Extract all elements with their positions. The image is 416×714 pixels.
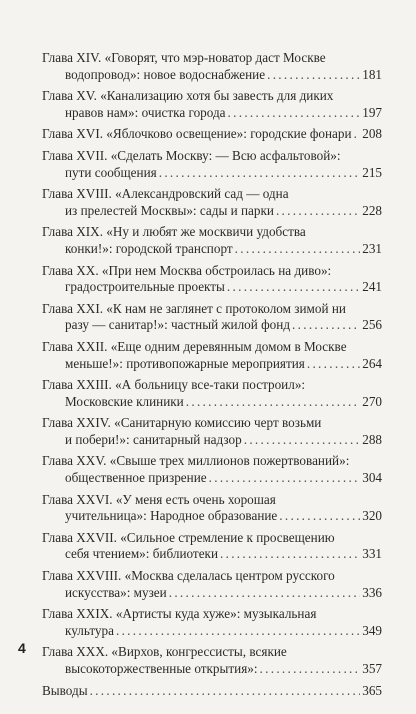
- toc-entry-title-line: Глава XXII. «Еще одним деревянным домом в Москве: [42, 338, 347, 354]
- toc-entry-title-line: Глава XXI. «К нам не заглянет с протоколом зимой ни: [42, 300, 346, 316]
- toc-entry: [42, 606, 382, 639]
- toc-entry-page-number: 304: [362, 470, 382, 486]
- toc-entry-page-number: 288: [362, 431, 382, 447]
- toc-entry: [42, 415, 382, 448]
- toc-entry-page-number: 197: [362, 104, 382, 120]
- toc-entry-text: высокоторжественные открытия»:: [65, 661, 258, 676]
- toc-entry-text: меньше!»: противопожарные мероприятия: [65, 355, 305, 371]
- toc-entry-title-line: Глава XXVI. «У меня есть очень хорошая: [42, 491, 276, 507]
- toc-entry-text: пути сообщения: [65, 164, 157, 180]
- toc-entry-text: и побери!»: санитарный надзор: [65, 431, 242, 447]
- toc-entry-title-line: Глава XVII. «Сделать Москву: — Всю асфальтовой»:: [42, 147, 341, 163]
- toc-entry-title-line: Глава XX. «При нем Москва обстроилась на диво»:: [42, 262, 332, 278]
- toc-entry-page-number: 357: [362, 661, 382, 676]
- toc-entry: [42, 530, 382, 563]
- toc-entry-text: искусства»: музеи: [65, 584, 167, 600]
- toc-entry-last-line: [42, 67, 382, 84]
- dot-leader: [307, 356, 360, 373]
- dot-leader: [267, 67, 360, 84]
- dot-leader: [220, 546, 360, 563]
- toc-entry: [42, 148, 382, 181]
- toc-entry-title-line: Глава XIX. «Ну и любят же москвичи удобства: [42, 224, 306, 240]
- toc-entry-title-line: Глава XIV. «Говорят, что мэр-новатор даст Москве: [42, 50, 326, 65]
- toc-entry-last-line: [42, 356, 382, 373]
- toc-entry: [42, 50, 382, 83]
- toc-entry-last-line: [42, 165, 382, 182]
- toc-entry: [42, 263, 382, 296]
- toc-entry-text: себя чтением»: библиотеки: [65, 546, 219, 562]
- toc-entry-text: Московские клиники: [65, 393, 184, 409]
- toc-entry-last-line: [42, 394, 382, 411]
- dot-leader: [186, 394, 360, 411]
- toc-entry-title-line: Глава XXIV. «Санитарную комиссию черт возьми: [42, 415, 322, 431]
- toc-entry-page-number: 231: [362, 240, 382, 256]
- toc-entry-title-line: Глава XVIII. «Александровский сад — одна: [42, 186, 289, 202]
- toc-entry-title-line: Глава XXIII. «А больницу все-таки построил»:: [42, 377, 306, 393]
- toc-entry-last-line: [42, 585, 382, 602]
- toc-entry-page-number: 208: [362, 126, 382, 142]
- dot-leader: [235, 241, 361, 258]
- toc-entry-page-number: 215: [362, 164, 382, 180]
- toc-entry-last-line: [42, 279, 382, 296]
- toc-entry-text: Глава XVI. «Яблочково освещение»: городские фонари: [42, 126, 352, 142]
- toc-entry-last-line: [42, 508, 382, 525]
- toc-entry: [42, 453, 382, 486]
- toc-entry-last-line: [42, 203, 382, 220]
- toc-entry-last-line: [42, 317, 382, 334]
- toc-entry-text: из прелестей Москвы»: сады и парки: [65, 202, 274, 218]
- toc-entry-page-number: 228: [362, 202, 382, 218]
- toc-entry: [42, 377, 382, 410]
- table-of-contents: [42, 50, 382, 704]
- toc-entry: [42, 644, 382, 677]
- toc-entry-last-line: [42, 241, 382, 258]
- toc-entry-page-number: 181: [362, 66, 382, 82]
- toc-entry-title-line: Глава XXVIII. «Москва сделалась центром русского: [42, 568, 335, 584]
- toc-entry-text: водопровод»: новое водоснабжение: [65, 66, 266, 82]
- dot-leader: [276, 203, 360, 220]
- toc-entry-last-line: [42, 470, 382, 487]
- toc-entry-text: культура: [65, 622, 114, 638]
- toc-entry-title-line: Глава XV. «Канализацию хотя бы завесть для диких: [42, 88, 334, 104]
- toc-entry: [42, 126, 382, 143]
- dot-leader: [90, 683, 361, 700]
- toc-entry-last-line: [42, 105, 382, 122]
- dot-leader: [116, 623, 360, 640]
- toc-entry: [42, 88, 382, 121]
- toc-entry-text: учительница»: Народное образование: [65, 508, 278, 524]
- toc-entry-page-number: 241: [362, 279, 382, 295]
- toc-entry-page-number: 264: [362, 355, 382, 371]
- toc-entry: [42, 301, 382, 334]
- page-number: 4: [18, 640, 26, 656]
- toc-entry: [42, 683, 382, 700]
- toc-entry-text: разу — санитар!»: частный жилой фонд: [65, 317, 291, 333]
- toc-entry-last-line: [42, 432, 382, 449]
- dot-leader: [354, 126, 361, 143]
- toc-entry-page-number: 349: [362, 622, 382, 638]
- toc-entry-title-line: Глава XXVII. «Сильное стремление к просвещению: [42, 529, 335, 545]
- toc-entry-page-number: 365: [362, 682, 382, 698]
- toc-entry-page-number: 336: [362, 584, 382, 600]
- toc-entry: [42, 492, 382, 525]
- dot-leader: [292, 317, 360, 334]
- toc-entry-last-line: [42, 546, 382, 563]
- toc-entry-text: общественное призрение: [65, 470, 207, 486]
- toc-entry-title-line: Глава XXX. «Вирхов, конгрессисты, всякие: [42, 644, 287, 660]
- dot-leader: [244, 432, 361, 449]
- toc-entry-text: Выводы: [42, 682, 88, 698]
- dot-leader: [260, 661, 361, 678]
- toc-entry-last-line: [42, 623, 382, 640]
- toc-entry-title-line: Глава XXIX. «Артисты куда хуже»: музыкальная: [42, 606, 317, 622]
- toc-entry-page-number: 331: [362, 546, 382, 562]
- toc-entry: [42, 186, 382, 219]
- dot-leader: [279, 508, 360, 525]
- toc-entry: [42, 568, 382, 601]
- toc-entry-text: нравов нам»: очистка города: [65, 104, 226, 120]
- toc-entry: [42, 224, 382, 257]
- dot-leader: [159, 165, 361, 182]
- dot-leader: [228, 105, 361, 122]
- toc-entry-text: градостроительные проекты: [65, 279, 225, 295]
- dot-leader: [209, 470, 361, 487]
- toc-entry-title-line: Глава XXV. «Свыше трех миллионов пожертвований»:: [42, 453, 350, 469]
- toc-entry-page-number: 256: [362, 317, 382, 333]
- toc-entry-page-number: 320: [362, 508, 382, 524]
- dot-leader: [227, 279, 360, 296]
- toc-entry-last-line: [42, 126, 382, 143]
- toc-entry-last-line: [42, 661, 382, 678]
- toc-entry-page-number: 270: [362, 393, 382, 409]
- dot-leader: [169, 585, 361, 602]
- toc-entry-last-line: [42, 683, 382, 700]
- toc-entry-text: конки!»: городской транспорт: [65, 240, 233, 256]
- toc-entry: [42, 339, 382, 372]
